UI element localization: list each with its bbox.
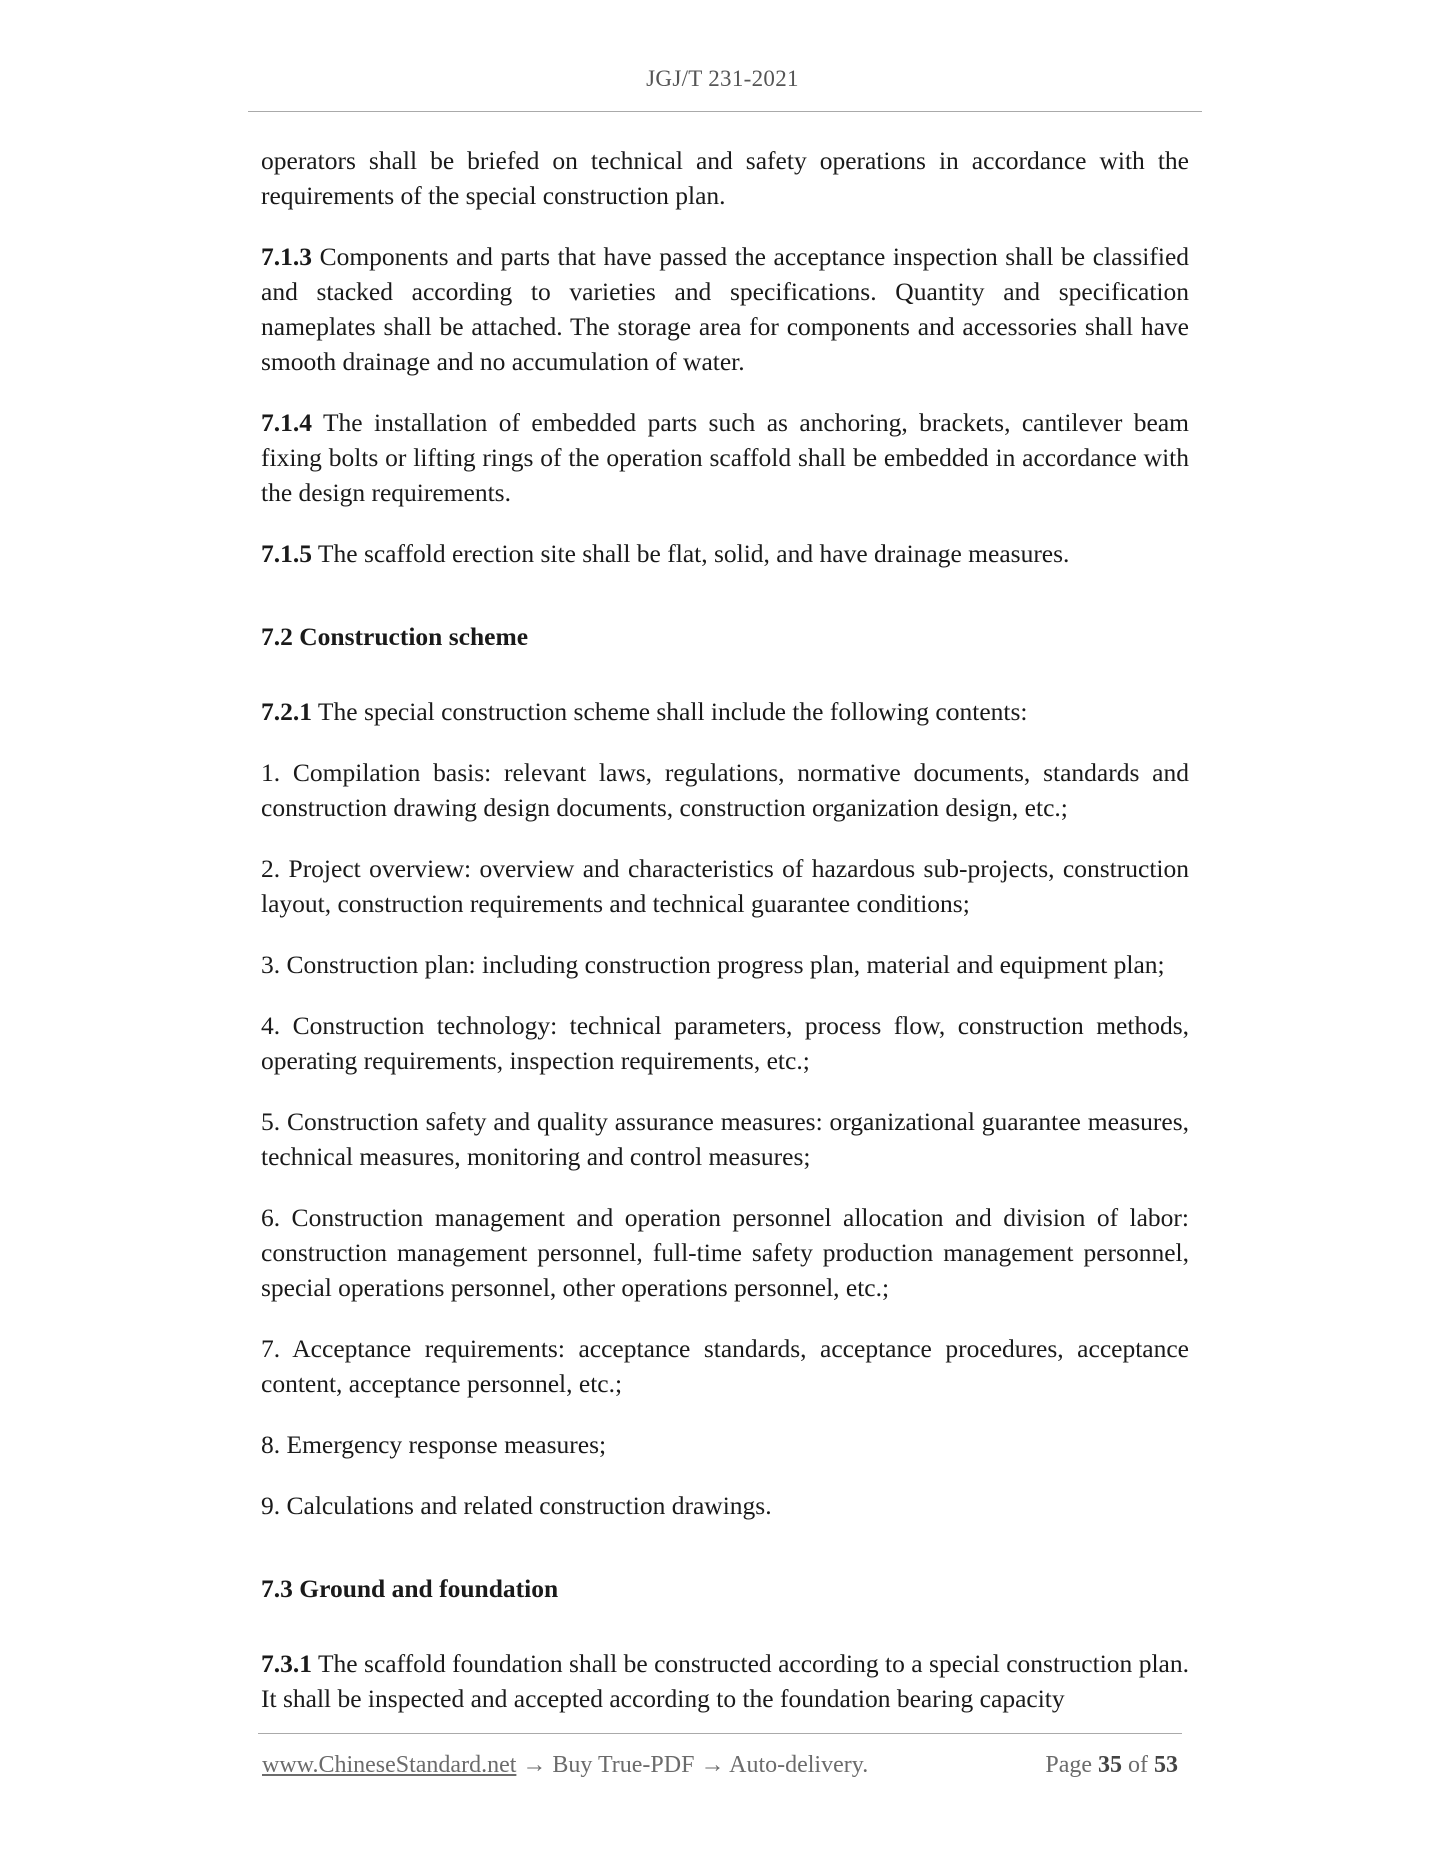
page-label: Page	[1045, 1752, 1092, 1778]
of-label: of	[1128, 1752, 1148, 1778]
list-item: 8. Emergency response measures;	[261, 1430, 607, 1459]
clause-number: 7.1.4	[261, 408, 312, 437]
clause-7-2-1	[261, 694, 1189, 729]
clause-text: Components and parts that have passed the acceptance inspection shall be classified and stacked according to varieties and specifications. Quantity and specification nameplates shall be attached. The storage area for components and accessories shall have smooth drainage and no accumulation of water.	[261, 242, 1190, 376]
clause-number: 7.1.5	[261, 539, 312, 568]
clause-number: 7.2.1	[261, 697, 312, 726]
clause-number: 7.1.3	[261, 242, 312, 271]
clause-text: The scaffold erection site shall be flat, solid, and have drainage measures.	[317, 539, 1070, 568]
paragraph-text: operators shall be briefed on technical and safety operations in accordance with the requirements of the special construction plan.	[261, 146, 1189, 210]
promo-text: → Buy True-PDF → Auto-delivery.	[516, 1752, 869, 1778]
clause-7-1-4	[261, 405, 1189, 510]
list-item: 3. Construction plan: including construction progress plan, material and equipment plan;	[261, 950, 1165, 979]
header-divider	[248, 111, 1202, 112]
clause-number: 7.3.1	[261, 1649, 312, 1678]
footer-divider	[258, 1733, 1182, 1734]
total-pages-number: 53	[1154, 1752, 1178, 1778]
list-item: 9. Calculations and related construction drawings.	[261, 1491, 772, 1520]
clause-text: The special construction scheme shall include the following contents:	[317, 697, 1028, 726]
list-item: 7. Acceptance requirements: acceptance standards, acceptance procedures, acceptance content, acceptance personnel, etc.;	[261, 1334, 1189, 1398]
list-item: 1. Compilation basis: relevant laws, regulations, normative documents, standards and construction drawing design documents, construction organization design, etc.;	[261, 758, 1189, 822]
clause-text: The scaffold foundation shall be constructed according to a special construction plan. It shall be inspected and accepted according to the foundation bearing capacity	[261, 1649, 1189, 1713]
list-item: 2. Project overview: overview and characteristics of hazardous sub-projects, construction layout, construction requirements and technical guarantee conditions;	[261, 854, 1189, 918]
document-code-header: JGJ/T 231-2021	[646, 66, 799, 91]
page-footer	[262, 1752, 1182, 1779]
clause-7-1-3	[261, 239, 1189, 379]
paragraph-continuation	[261, 143, 1189, 213]
section-heading-7-3: 7.3 Ground and foundation	[261, 1574, 559, 1603]
clause-7-1-5	[261, 536, 1189, 571]
list-item: 5. Construction safety and quality assurance measures: organizational guarantee measures, technical measures, monitoring and control measures;	[261, 1107, 1189, 1171]
clause-7-3-1	[261, 1646, 1189, 1716]
site-link[interactable]: www.ChineseStandard.net	[262, 1752, 517, 1778]
page-counter	[1045, 1752, 1178, 1779]
section-heading-7-2: 7.2 Construction scheme	[261, 622, 529, 651]
current-page-number: 35	[1098, 1752, 1122, 1778]
list-item: 6. Construction management and operation personnel allocation and division of labor: construction management personnel, full-time safety production management personnel, special operations personnel, other operations personnel, etc.;	[261, 1203, 1189, 1302]
clause-text: The installation of embedded parts such as anchoring, brackets, cantilever beam fixing bolts or lifting rings of the operation scaffold shall be embedded in accordance with the design requirements.	[261, 408, 1189, 507]
page-body	[261, 143, 1189, 1742]
list-item: 4. Construction technology: technical parameters, process flow, construction methods, operating requirements, inspection requirements, etc.;	[261, 1011, 1189, 1075]
footer-promo	[262, 1752, 868, 1778]
